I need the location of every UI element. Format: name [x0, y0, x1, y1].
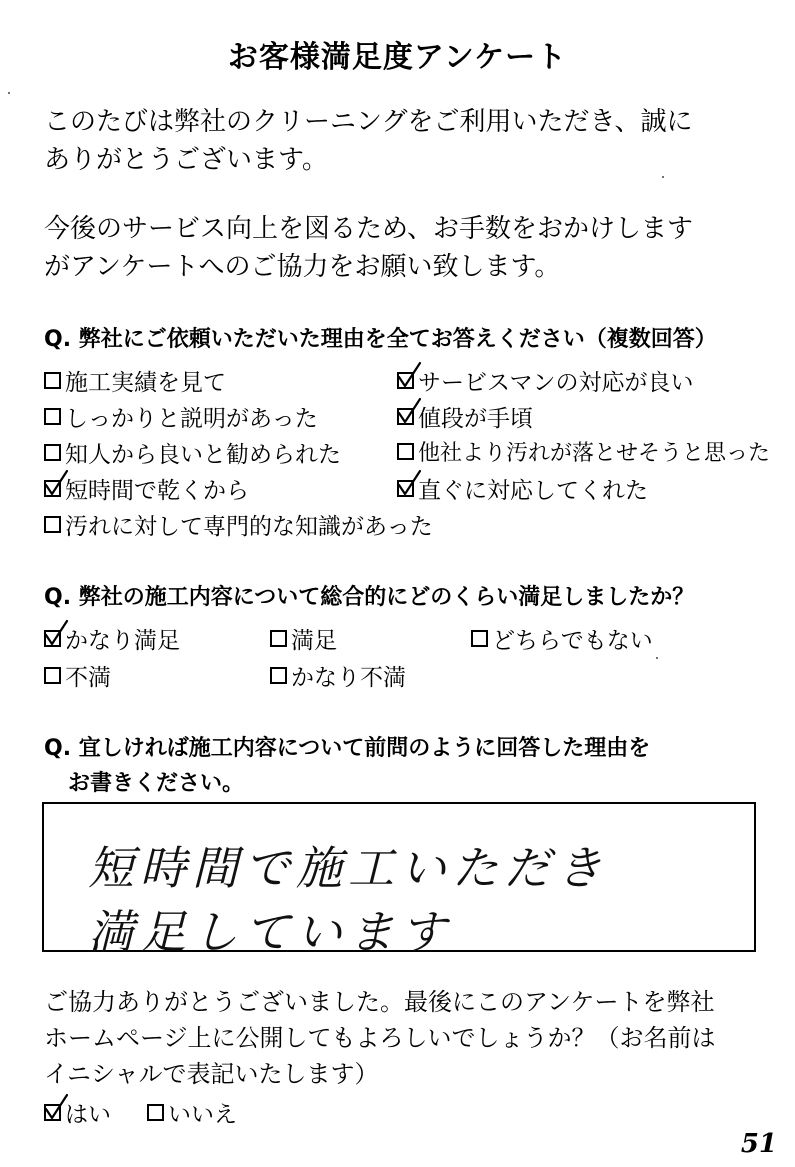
option-label: はい — [65, 1102, 111, 1128]
q2-option[interactable] — [44, 622, 180, 655]
publish-option-yes[interactable] — [44, 1096, 111, 1129]
q1-option[interactable] — [44, 436, 341, 469]
checkbox[interactable] — [44, 480, 61, 497]
free-answer-box[interactable] — [42, 802, 756, 959]
checkbox[interactable] — [397, 408, 414, 425]
option-label: いいえ — [168, 1102, 237, 1128]
publish-option-no[interactable] — [147, 1096, 237, 1129]
handwritten-answer-line-2: 満足しています — [88, 905, 452, 959]
page-number: 51 — [740, 1129, 777, 1159]
q1-option[interactable] — [44, 472, 249, 505]
option-label: 汚れに対して専門的な知識があった — [65, 514, 433, 540]
option-label: どちらでもない — [492, 628, 653, 654]
scan-speck — [8, 92, 10, 94]
checkbox[interactable] — [270, 667, 287, 684]
check-mark-icon — [43, 1093, 69, 1121]
check-mark-icon — [396, 469, 422, 497]
option-label: 満足 — [291, 628, 337, 654]
q2-option[interactable] — [44, 659, 111, 692]
option-label: かなり不満 — [291, 665, 406, 691]
check-mark-icon — [396, 361, 422, 389]
q2-option[interactable] — [471, 622, 653, 655]
scan-speck — [656, 657, 658, 659]
q1-option[interactable] — [44, 364, 226, 397]
checkbox[interactable] — [270, 630, 287, 647]
check-mark-icon — [43, 469, 69, 497]
closing-line-1: ご協力ありがとうございました。最後にこのアンケートを弊社 — [44, 988, 715, 1016]
q1-option[interactable] — [397, 472, 648, 505]
handwritten-answer-line-1: 短時間で施工いただき — [88, 841, 608, 895]
question-3-line-1: Q. 宜しければ施工内容について前問のように回答した理由を — [44, 736, 651, 761]
checkbox[interactable] — [397, 443, 414, 460]
option-label: 施工実績を見て — [65, 370, 226, 396]
check-mark-icon — [43, 619, 69, 647]
option-label: しっかりと説明があった — [65, 406, 318, 432]
question-3-line-2: お書きください。 — [68, 771, 245, 796]
option-label: 不満 — [65, 665, 111, 691]
option-label: サービスマンの対応が良い — [418, 370, 694, 396]
option-label: 値段が手頃 — [418, 406, 533, 432]
checkbox[interactable] — [44, 516, 61, 533]
q2-option[interactable] — [270, 622, 337, 655]
checkbox[interactable] — [44, 1104, 61, 1121]
page-title: お客様満足度アンケート — [227, 40, 568, 75]
option-label: 短時間で乾くから — [65, 478, 249, 504]
intro-line-2: ありがとうございます。 — [44, 145, 328, 175]
q1-option[interactable] — [397, 436, 770, 467]
q1-option[interactable] — [397, 364, 694, 397]
q1-option[interactable] — [397, 400, 533, 433]
option-label: 直ぐに対応してくれた — [418, 478, 648, 504]
checkbox[interactable] — [44, 630, 61, 647]
checkbox[interactable] — [44, 667, 61, 684]
checkbox[interactable] — [44, 372, 61, 389]
q1-option[interactable] — [44, 400, 318, 433]
scan-speck — [662, 176, 664, 178]
q2-option[interactable] — [270, 659, 406, 692]
closing-line-3: イニシャルで表記いたします） — [44, 1060, 379, 1088]
checkbox[interactable] — [471, 630, 488, 647]
option-label: かなり満足 — [65, 628, 180, 654]
question-2: Q. 弊社の施工内容について総合的にどのくらい満足しましたか？ — [44, 585, 695, 610]
option-label: 他社より汚れが落とせそうと思った — [418, 441, 771, 466]
option-label: 知人から良いと勧められた — [65, 442, 341, 468]
intro-line-4: がアンケートへのご協力をお願い致します。 — [44, 252, 561, 282]
checkbox[interactable] — [44, 408, 61, 425]
check-mark-icon — [396, 397, 422, 425]
checkbox[interactable] — [397, 372, 414, 389]
intro-line-3: 今後のサービス向上を図るため、お手数をおかけします — [44, 214, 693, 244]
checkbox[interactable] — [44, 444, 61, 461]
checkbox[interactable] — [147, 1104, 164, 1121]
intro-line-1: このたびは弊社のクリーニングをご利用いただき、誠に — [44, 107, 693, 137]
q1-option[interactable] — [44, 508, 433, 541]
closing-line-2: ホームページ上に公開してもよろしいでしょうか？（お名前は — [44, 1024, 716, 1052]
checkbox[interactable] — [397, 480, 414, 497]
question-1: Q. 弊社にご依頼いただいた理由を全てお答えください（複数回答） — [44, 327, 717, 352]
